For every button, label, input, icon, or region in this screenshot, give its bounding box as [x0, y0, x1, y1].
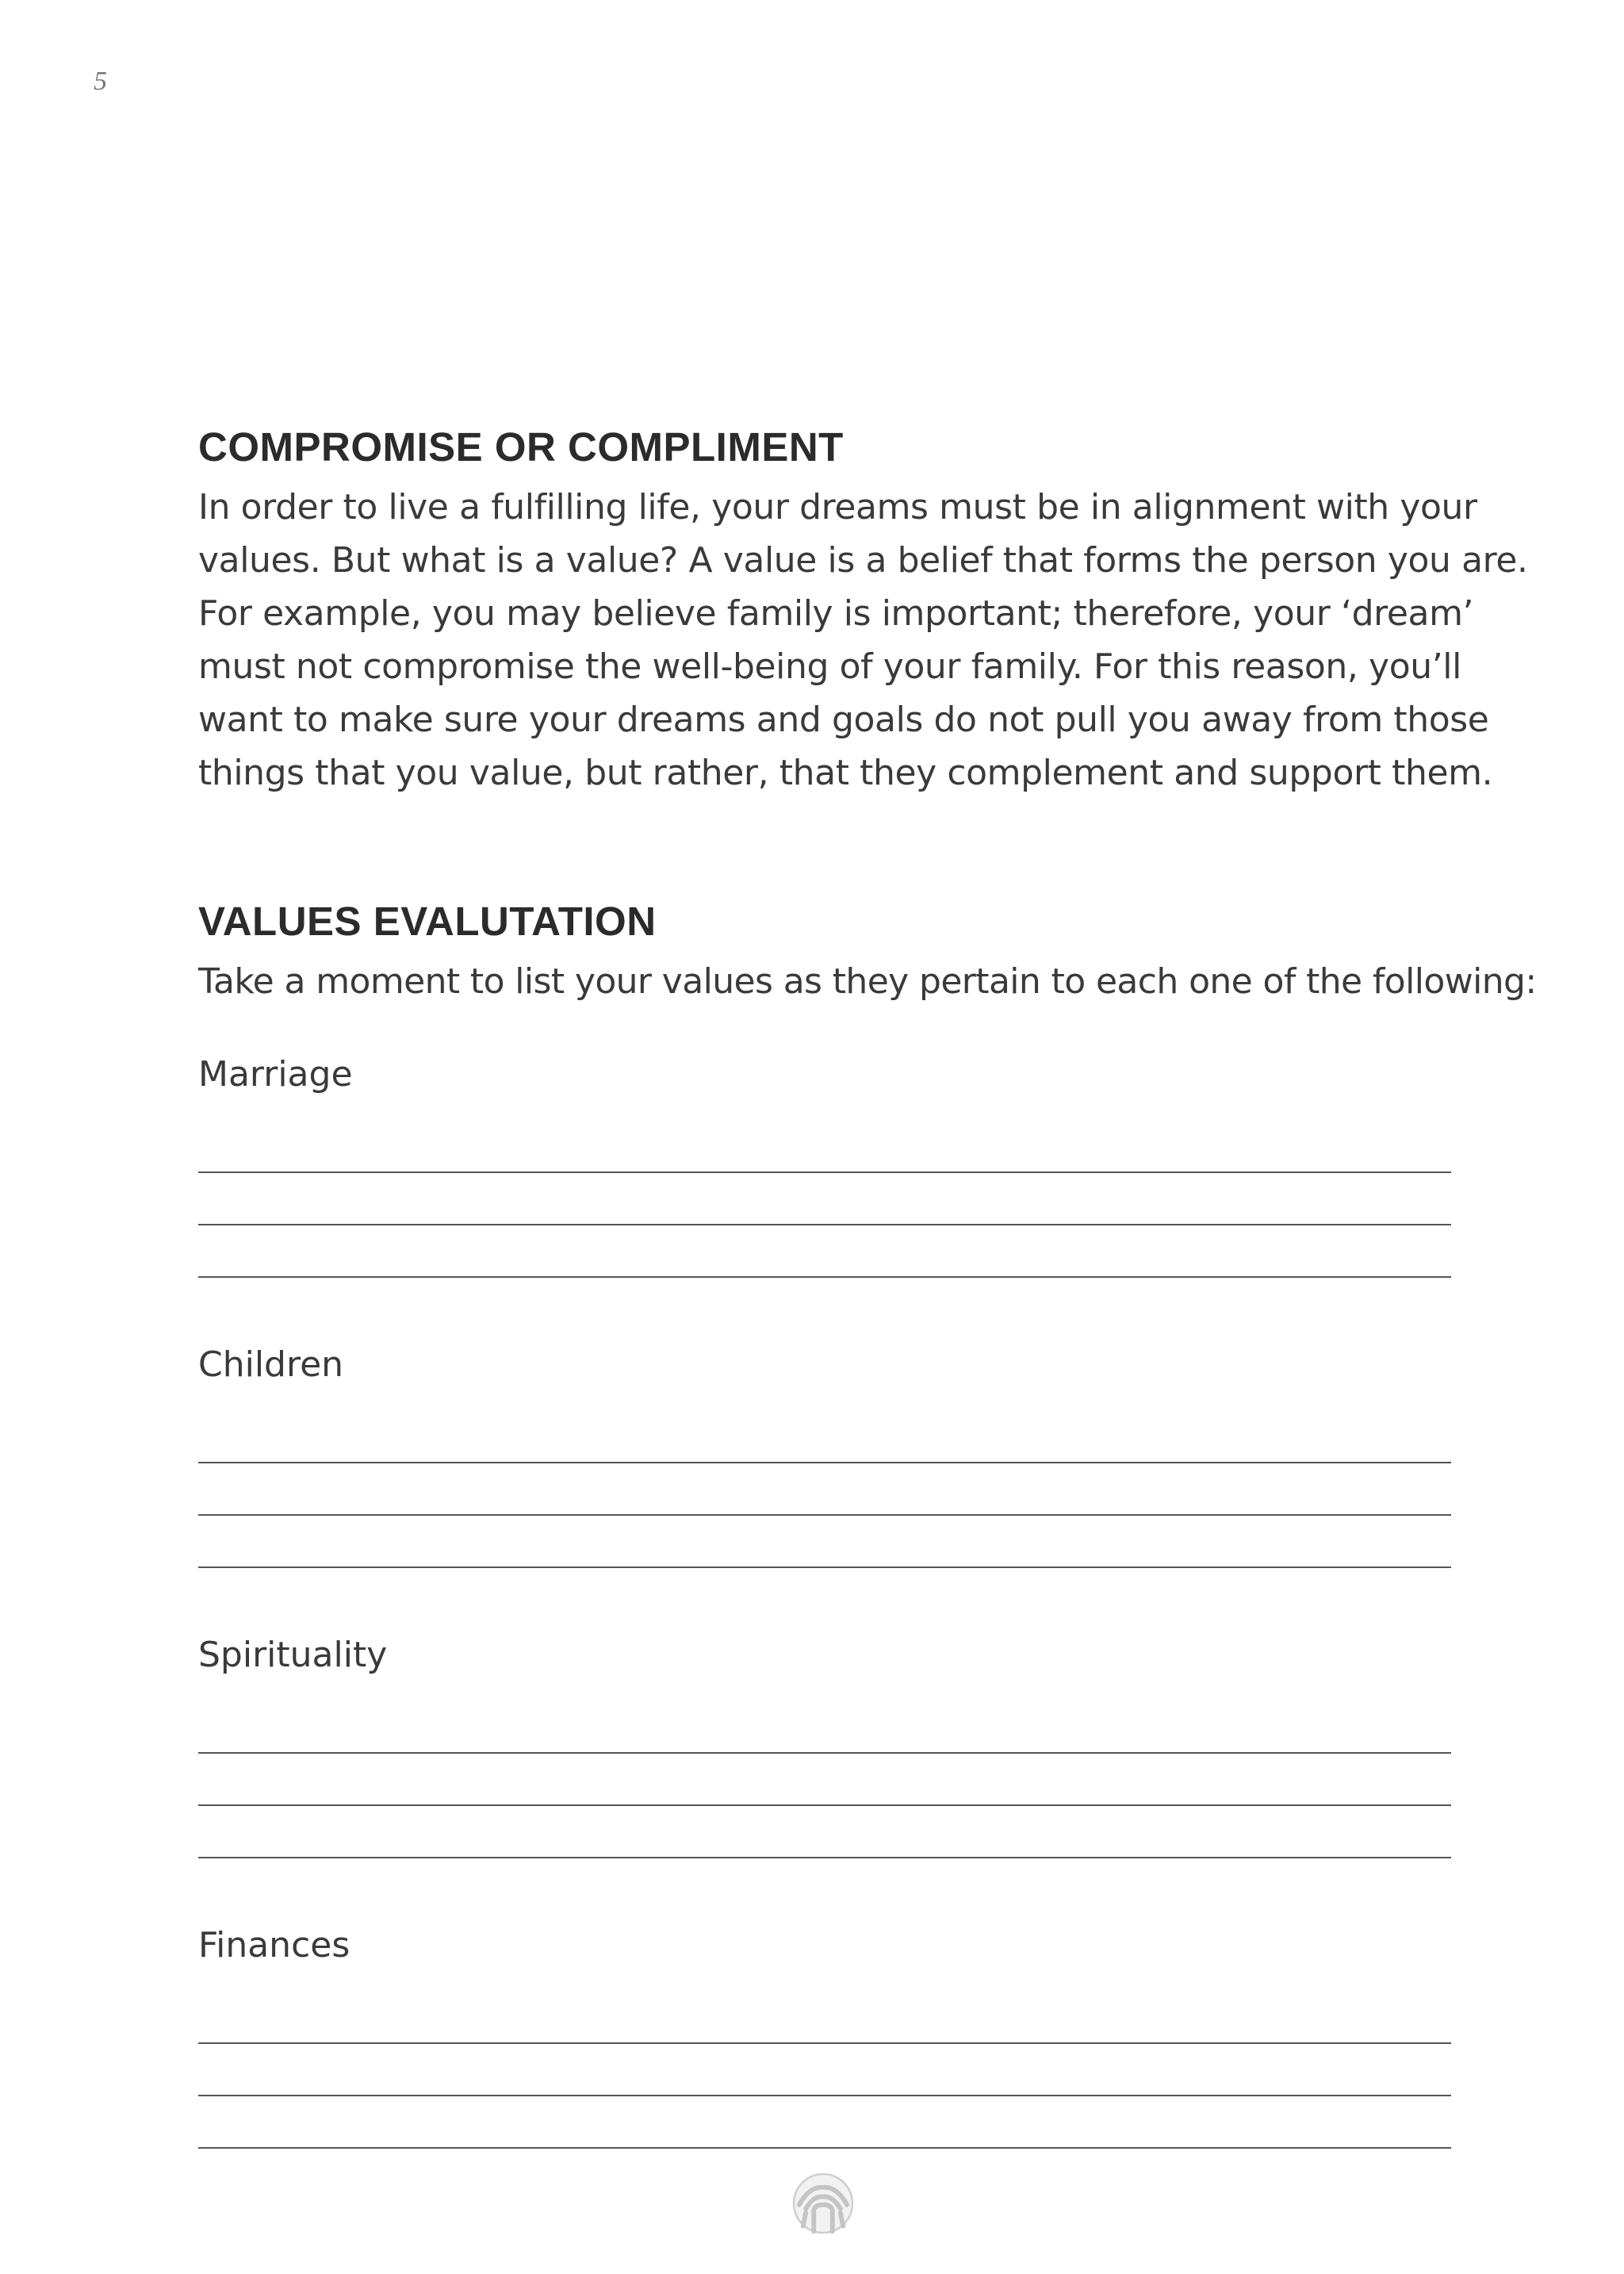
answer-lines	[198, 1992, 1451, 2149]
category-finances	[198, 1922, 1451, 2149]
section-heading: COMPROMISE OR COMPLIMENT	[198, 424, 844, 470]
answer-line[interactable]	[198, 1463, 1451, 1516]
category-label: Marriage	[198, 1054, 353, 1095]
category-label: Finances	[198, 1925, 350, 1965]
answer-line[interactable]	[198, 1701, 1451, 1754]
paragraph-line: must not compromise the well-being of your family. For this reason, you’ll	[198, 646, 1461, 687]
answer-line[interactable]	[198, 2044, 1451, 2096]
category-children	[198, 1341, 1451, 1568]
brand-logo-icon	[790, 2170, 856, 2237]
paragraph-line: want to make sure your dreams and goals do not pull you away from those	[198, 700, 1489, 740]
answer-line[interactable]	[198, 2096, 1451, 2149]
paragraph-line: things that you value, but rather, that they complement and support them.	[198, 753, 1493, 793]
answer-line[interactable]	[198, 1806, 1451, 1858]
answer-lines	[198, 1411, 1451, 1568]
category-label: Children	[198, 1344, 344, 1385]
section-values-evaluation	[198, 895, 1537, 2149]
category-marriage	[198, 1051, 1451, 1278]
answer-line[interactable]	[198, 1754, 1451, 1806]
answer-lines	[198, 1121, 1451, 1278]
section-compromise	[198, 420, 1528, 800]
body-paragraph	[198, 481, 1528, 800]
answer-line[interactable]	[198, 1225, 1451, 1278]
answer-line[interactable]	[198, 1173, 1451, 1225]
category-spirituality	[198, 1632, 1451, 1858]
intro-text: Take a moment to list your values as they pertain to each one of the following:	[198, 961, 1537, 1002]
paragraph-line: For example, you may believe family is important; therefore, your ‘dream’	[198, 593, 1474, 634]
page-number: 5	[94, 67, 107, 96]
page-content	[198, 420, 1537, 2149]
answer-line[interactable]	[198, 1516, 1451, 1568]
answer-lines	[198, 1701, 1451, 1858]
answer-line[interactable]	[198, 1411, 1451, 1463]
answer-line[interactable]	[198, 1121, 1451, 1173]
paragraph-line: values. But what is a value? A value is a belief that forms the person you are.	[198, 540, 1528, 581]
section-heading: VALUES EVALUTATION	[198, 899, 657, 944]
answer-line[interactable]	[198, 1992, 1451, 2044]
category-label: Spirituality	[198, 1635, 388, 1675]
paragraph-line: In order to live a fulfilling life, your dreams must be in alignment with your	[198, 487, 1477, 527]
